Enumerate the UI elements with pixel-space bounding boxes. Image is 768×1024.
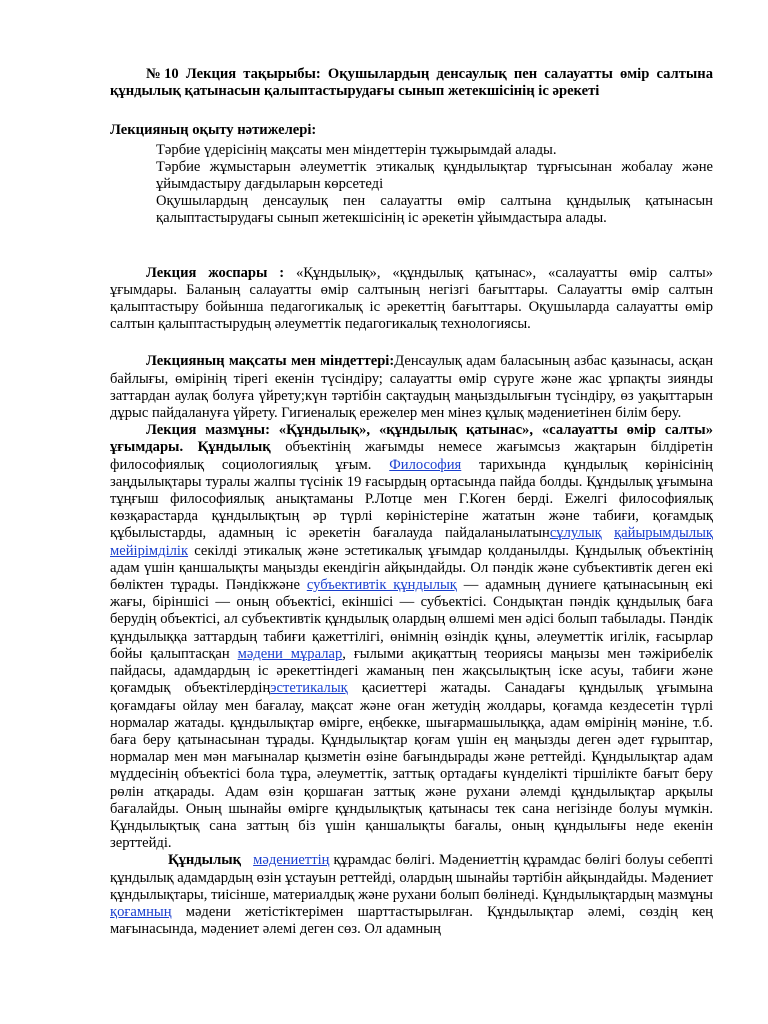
outcome-item: Оқушылардың денсаулық пен салауатты өмір салтына құндылық қатынасын қалыптастырудағы сынып жетекшісінің іс әрекетін ұйымдастыра алады.	[156, 193, 713, 227]
content-text: , ғылыми ақиқаттың теориясы маңызы мен тәжірибелік пайдасы, адамдардың іс әрекеттіндегі жаманың пен жақсылықтың іске асуы, табиғи және қоғамдық объектілердің	[110, 645, 713, 697]
plan-label: Лекция жоспары :	[146, 264, 285, 281]
goals-paragraph	[110, 353, 713, 422]
link-kindness[interactable]: қайырымдылық	[614, 525, 713, 542]
outcome-item: Тәрбие жұмыстарын әлеуметтік этикалық құндылықтар тұрғысынан жобалау және ұйымдастыру дағдыларын көрсетеді	[156, 158, 713, 193]
content-text: секілді этикалық және эстетикалық ұғымдар қолданылды. Құндылық объектінің адам үшін қаншалықты маңызды екендігін айқындайды. Ол пәндік және субъективтік деген екі бөліктен тұрады. Пәндікжәне	[110, 542, 713, 594]
content-text: объектінің жағымды немесе жағымсыз жақтарын білдіретін философиялық социологиялық ұғым.	[110, 439, 713, 473]
goals-text: Денсаулық адам баласының азбас қазынасы, асқан байлығы, өмірінің тірегі екенін түсіндіру; салауатты өмір сүруге және жас ұрпақты зиянды заттардан аулақ болуға үйрету;күн тәртібін сақтаудың маңыздылығын түсіндіру, өз уақыттарын дұрыс пайдалануға үйрету. Гигиеналық ережелер мен мінез құлық мәдениетінен білім беру.	[110, 353, 714, 422]
link-beauty[interactable]: сұлулық	[549, 525, 602, 542]
content-text: қасиеттері жатады. Санадағы құндылық ұғымына қоғамдағы ойлау мен бағалау, мақсат және оған жетудің жолдары, қоғамда кездесетін түрлі нормалар жатады. құндылықтар өмірге, еңбекке, шығармашылыққа, адам өмірінің мәніне, т.б. баға беру қатынасынан тұрады. Құндылықтар қоғам үшін ең маңызды деген әдет ғұрыптар, нормалар мен мән мағыналар қызметін өзіне бағындырады және реттейді. Құндылықтар адам мүддесінің объектісі бола тұра, әлеуметтік, заттық ортадағы күнделікті тіршілікте бағыт беру рөлін атқарады. Адам өзін қоршаған заттық және рухани әлемді құндылықтар арқылы бағалайды. Оның шынайы өмірге құндылықтық қатынасы тек сана негізінде болуы мүмкін. Құндылықтық сана заттың біз үшін қаншалықты бағалы, оның құндылығы неде екенін зерттейді.	[110, 680, 714, 852]
link-mercy[interactable]: мейірімділік	[110, 542, 189, 559]
link-aesthetic[interactable]: эстетикалық	[270, 680, 348, 697]
lecture-plan-paragraph	[110, 265, 713, 334]
goals-label: Лекцияның мақсаты мен міндеттері:	[146, 353, 395, 370]
document-page	[110, 66, 713, 938]
outcome-item: Тәрбие үдерісінің мақсаты мен міндеттерін тұжырымдай алады.	[156, 141, 557, 158]
content-text: — адамның дүниеге қатынасының екі жағы, біріншісі — оның объектісі, екіншісі — субъектісі. Сондықтан пәндік құндылық баға берудің объектісі, ал субъективтік құндылық олардың өлшемі мен әдісі болып табылады. Пәндік құндылыққа заттардың табиғи қажеттілігі, өнімнің өзіндік құны, әлеуметтік игілік, ғасырлар бойы қалыптасқан	[110, 577, 713, 662]
content-paragraph	[110, 422, 713, 852]
outcomes-list	[156, 142, 713, 228]
content-text: құрамдас бөлігі. Мәдениеттің құрамдас бөлігі болуы себепті құндылық адамдардың өзін ұстауын реттейді, олардың шынайы тәртібін айқындайды. Мәдениет құндылықтары, тиісінше, материалдық және рухани болып бөлінеді. Құндылықтардың мазмұны	[110, 852, 714, 903]
culture-paragraph	[110, 852, 713, 938]
content-text: тарихында құндылық көрінісінің заңдылықтары туралы жалпы түсінік 19 ғасырдың ортасында пайда болды. Құндылық ұғымына тұңғыш философиялық анықтаманы Р.Лотце мен Г.Коген берді. Ежелгі философиялық көзқарастарда құндылықтың әр түрлі көріністеріне жататын және табиғи, қоғамдық құбылыстарды, адамның іс әрекетін бағалауда пайдаланылатын	[110, 456, 713, 542]
content-label: Лекция мазмұны: «Құндылық», «құндылық қатынас», «салауатты өмір салты» ұғымдары. Құндылық	[110, 422, 713, 456]
lecture-title: №10 Лекция тақырыбы: Оқушылардың денсаулық пен салауатты өмір салтына құндылық қатынасын қалыптастырудағы сынып жетекшісінің іс әрекеті	[110, 66, 713, 100]
link-culture[interactable]: мәдениеттің	[253, 852, 330, 869]
link-subjective-value[interactable]: субъективтік құндылық	[306, 577, 457, 594]
outcomes-heading: Лекцияның оқыту нәтижелері:	[110, 122, 317, 139]
link-philosophy[interactable]: Философия	[389, 456, 462, 473]
link-cultural-heritage[interactable]: мәдени мұралар	[237, 645, 343, 662]
content-text: мәдени жетістіктерімен шарттастырылған. Құндылықтар әлемі, сөздің кең мағынасында, мәдениет әлемі деген сөз. Ол адамның	[110, 903, 713, 938]
value-label: Құндылық	[168, 852, 242, 869]
link-society[interactable]: қоғамның	[110, 903, 172, 920]
plan-text: «Құндылық», «құндылық қатынас», «салауатты өмір салты» ұғымдары. Баланың салауатты өмір салтының негізгі бағыттары. Салауатты өмір салтын қалыптастыру бойынша педагогикалық іс әрекеттің бағыттары. Оқушыларда салауатты өмір салтын қалыптастырудың әлеуметтік педагогикалық технологиясы.	[110, 264, 713, 333]
